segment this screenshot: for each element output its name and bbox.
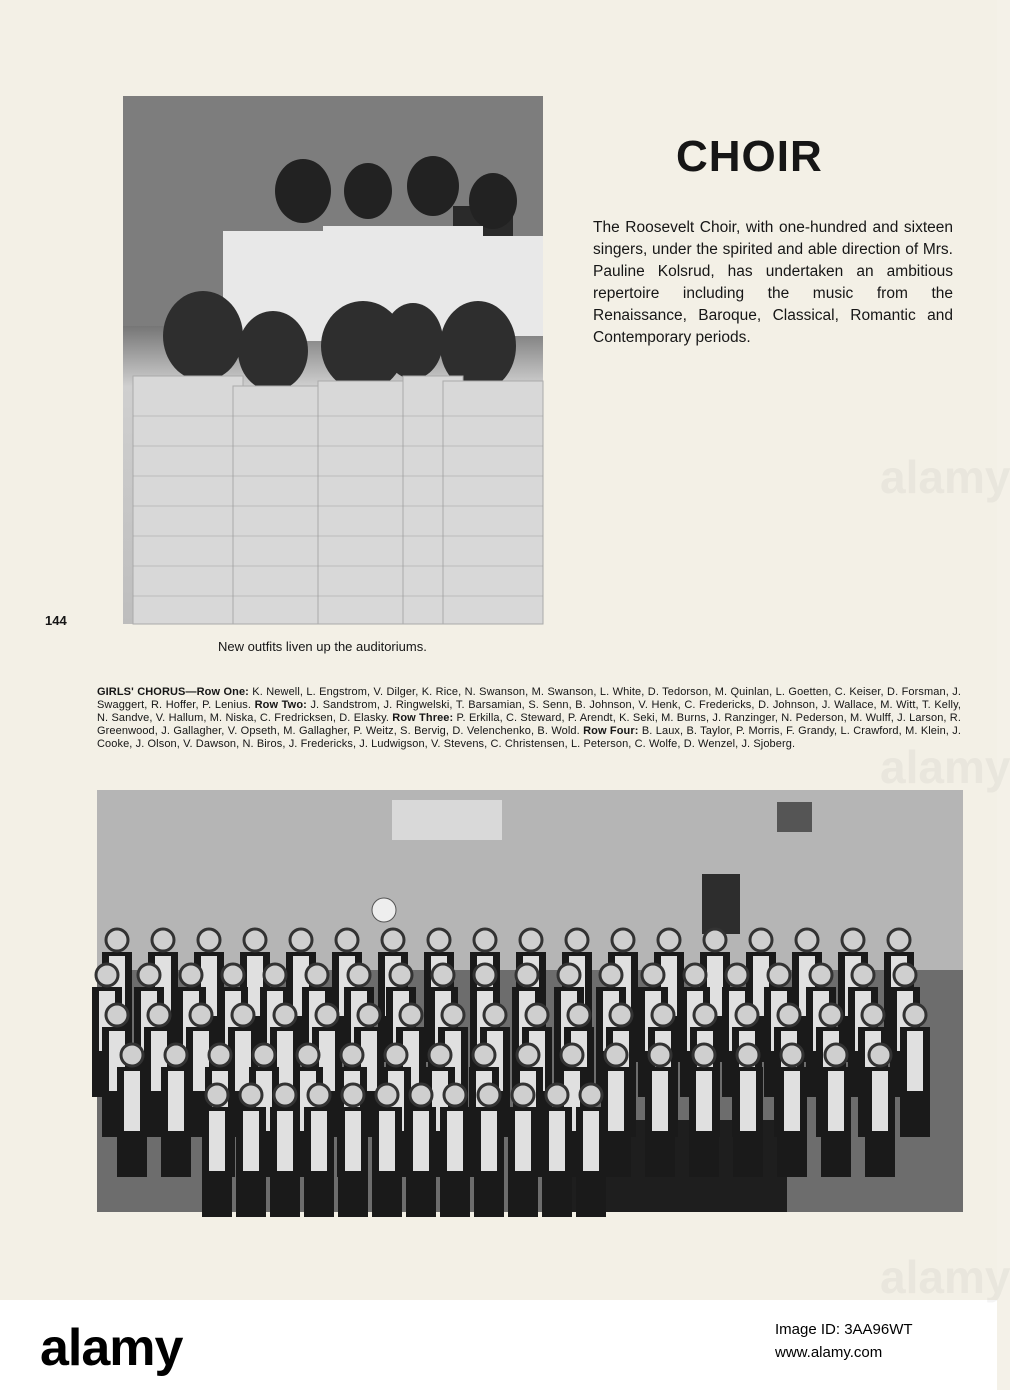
footer-url: www.alamy.com [775,1344,883,1361]
singer-head [106,1004,128,1026]
singer-head [750,929,772,951]
singer-stole [243,1111,259,1171]
singer-head [244,929,266,951]
singer-head [96,964,118,986]
image-id: Image ID: 3AA96WT [775,1321,913,1338]
singer-head [652,1004,674,1026]
singer-head [842,929,864,951]
singer-head [726,964,748,986]
singer-head [610,1004,632,1026]
row-one-names: K. Newell, L. Engstrom, V. Dilger, K. Rice, N. Swanson, M. Swanson, L. White, D. Tedorson, M. Quinlan, L. Goetten, C. Keiser, D. Forsman, J. Swaggert, R. Hoffer, P. Lenius. [97,686,961,711]
singer-head [290,929,312,951]
row-three-names: P. Erkilla, C. Steward, P. Arendt, K. Seki, M. Burns, J. Ranzinger, N. Pederson, M. Wulff, J. Larson, R. Greenwood, J. Gallagher, V. Opseth, M. Gallagher, P. Weitz, S. Bervig, D. Velenchenko, B. Wold. [97,712,962,737]
singer-stole [481,1111,497,1171]
choir-photo-top [123,96,543,624]
row-one-label: Row One: [196,686,249,698]
singer-head [642,964,664,986]
singer-head [336,929,358,951]
singer-head [444,1084,466,1106]
row-four-names: B. Laux, B. Taylor, P. Morris, F. Grandy, L. Crawford, M. Klein, J. Cooke, J. Olson, V. Dawson, N. Biros, J. Fredericks, J. Ludwigson, V. Stevens, C. Christensen, L. Peterson, C. Wolfe, D. Wenzel, J. Sjoberg. [97,725,962,750]
singer-head [138,964,160,986]
watermark-text: alamy [880,741,1010,793]
singer-head [768,964,790,986]
singer-head [341,1044,363,1066]
singer-head [297,1044,319,1066]
row-four-label: Row Four: [583,725,639,737]
singer-head [862,1004,884,1026]
row-two-label: Row Two: [254,699,307,711]
singer-head [165,1044,187,1066]
singer-stole [311,1111,327,1171]
singer-head [796,929,818,951]
girls-chorus-photo [97,790,963,1212]
singer-head [232,1004,254,1026]
singer-stole [515,1111,531,1171]
singer-head [121,1044,143,1066]
singer-stole [907,1031,923,1091]
singer-head [385,1044,407,1066]
roster-text: GIRLS' CHORUS—Row One: K. Newell, L. Engstrom, V. Dilger, K. Rice, N. Swanson, M. Swanson, L. White, D. Tedorson, M. Quinlan, L. Goetten, C. Keiser, D. Forsman, J. Swaggert, R. Hoffer, P. Lenius. Row Two: J. Sandstrom, J. Ringwelski, T. Barsamian, S. Senn, B. Johnson, V. Henk, C. Fredericks, D. Johnson, J. Wallace, M. Witt, T. Kelly, N. Sandve, V. Hallum, M. Niska, C. Fredricksen, D. Elasky. Row Three: P. Erkilla, C. Steward, P. Arendt, K. Seki, M. Burns, J. Ranzinger, N. Pederson, M. Wulff, J. Larson, R. Greenwood, J. Gallagher, V. Opseth, M. Gallagher, P. Weitz, S. Bervig, D. Velenchenko, B. Wold. Row Four: B. Laux, B. Taylor, P. Morris, F. Grandy, L. Crawford, M. Klein, J. Cooke, J. Olson, V. Dawson, N. Biros, J. Fredericks, J. Ludwigson, V. Stevens, C. Christensen, L. Peterson, C. Wolfe, D. Wenzel, J. Sjoberg. [97,686,962,750]
singer-head [209,1044,231,1066]
singer-head [428,929,450,951]
singer-head [342,1084,364,1106]
singer-head [612,929,634,951]
singer-head [106,929,128,951]
singer-head [894,964,916,986]
singer-head [274,1084,296,1106]
singer-head [649,1044,671,1066]
singer-head [474,929,496,951]
singer-head [825,1044,847,1066]
singer-head [376,1084,398,1106]
singer-head [704,929,726,951]
singer-head [429,1044,451,1066]
singer-head [566,929,588,951]
singer-head [148,1004,170,1026]
singer-head [561,1044,583,1066]
singer-head [904,1004,926,1026]
singer-head [382,929,404,951]
singer-stole [740,1071,756,1131]
intro-paragraph: The Roosevelt Choir, with one-hundred and sixteen singers, under the spirited and able direction of Mrs. Pauline Kolsrud, has undertaken an ambitious repertoire including the music from the Renaissance, Baroque, Classical, Romantic and Contemporary periods. [593,219,953,346]
watermark-text: alamy [880,451,1010,503]
page-number: 144 [45,613,67,628]
singer-head [737,1044,759,1066]
roster-heading: GIRLS' CHORUS [97,686,186,698]
singer-head [517,1044,539,1066]
singer-head [558,964,580,986]
singer-head [474,964,496,986]
singer-stole [277,1111,293,1171]
singer-head [693,1044,715,1066]
singer-head [264,964,286,986]
singer-head [484,1004,506,1026]
row-two-names: J. Sandstrom, J. Ringwelski, T. Barsamian, S. Senn, B. Johnson, V. Henk, C. Fredericks, D. Johnson, J. Wallace, M. Witt, T. Kelly, N. Sandve, V. Hallum, M. Niska, C. Fredricksen, D. Elasky. [97,699,962,724]
singer-head [684,964,706,986]
singer-stole [828,1071,844,1131]
singer-head [778,1004,800,1026]
singer-head [600,964,622,986]
singer-head [526,1004,548,1026]
row-three-label: Row Three: [392,712,454,724]
singer-head [473,1044,495,1066]
singer-head [605,1044,627,1066]
singer-head [520,929,542,951]
alamy-logo: alamy [40,1319,183,1377]
singer-stole [209,1111,225,1171]
singer-head [410,1084,432,1106]
singer-head [442,1004,464,1026]
singer-head [240,1084,262,1106]
singer-stole [608,1071,624,1131]
singer-head [852,964,874,986]
singer-head [358,1004,380,1026]
singer-head [400,1004,422,1026]
singer-head [152,929,174,951]
singer-head [512,1084,534,1106]
singer-head [190,1004,212,1026]
singer-head [274,1004,296,1026]
singer-head [348,964,370,986]
singer-head [432,964,454,986]
singer-head [736,1004,758,1026]
singer-head [658,929,680,951]
singer-stole [277,1031,293,1091]
singer-head [316,1004,338,1026]
singer-head [516,964,538,986]
singer-head [810,964,832,986]
singer-stole [124,1071,140,1131]
singer-head [222,964,244,986]
singer-head [198,929,220,951]
top-photo-caption: New outfits liven up the auditoriums. [218,639,427,654]
singer-head [869,1044,891,1066]
singer-head [253,1044,275,1066]
singer-head [390,964,412,986]
singer-head [820,1004,842,1026]
page-title: CHOIR [676,132,823,181]
singer-stole [652,1071,668,1131]
singer-head [888,929,910,951]
singer-stole [235,1031,251,1091]
singer-stole [872,1071,888,1131]
singer-stole [447,1111,463,1171]
singer-stole [549,1111,565,1171]
singer-stole [168,1071,184,1131]
singer-head [546,1084,568,1106]
singer-stole [583,1111,599,1171]
singer-head [694,1004,716,1026]
singer-head [180,964,202,986]
singer-stole [345,1111,361,1171]
singer-head [781,1044,803,1066]
singer-head [306,964,328,986]
singer-stole [784,1071,800,1131]
singer-head [580,1084,602,1106]
singer-head [478,1084,500,1106]
singer-head [206,1084,228,1106]
singer-stole [379,1111,395,1171]
singer-head [568,1004,590,1026]
watermark-text: alamy [880,1251,1010,1303]
singer-stole [413,1111,429,1171]
singer-stole [696,1071,712,1131]
singer-head [308,1084,330,1106]
